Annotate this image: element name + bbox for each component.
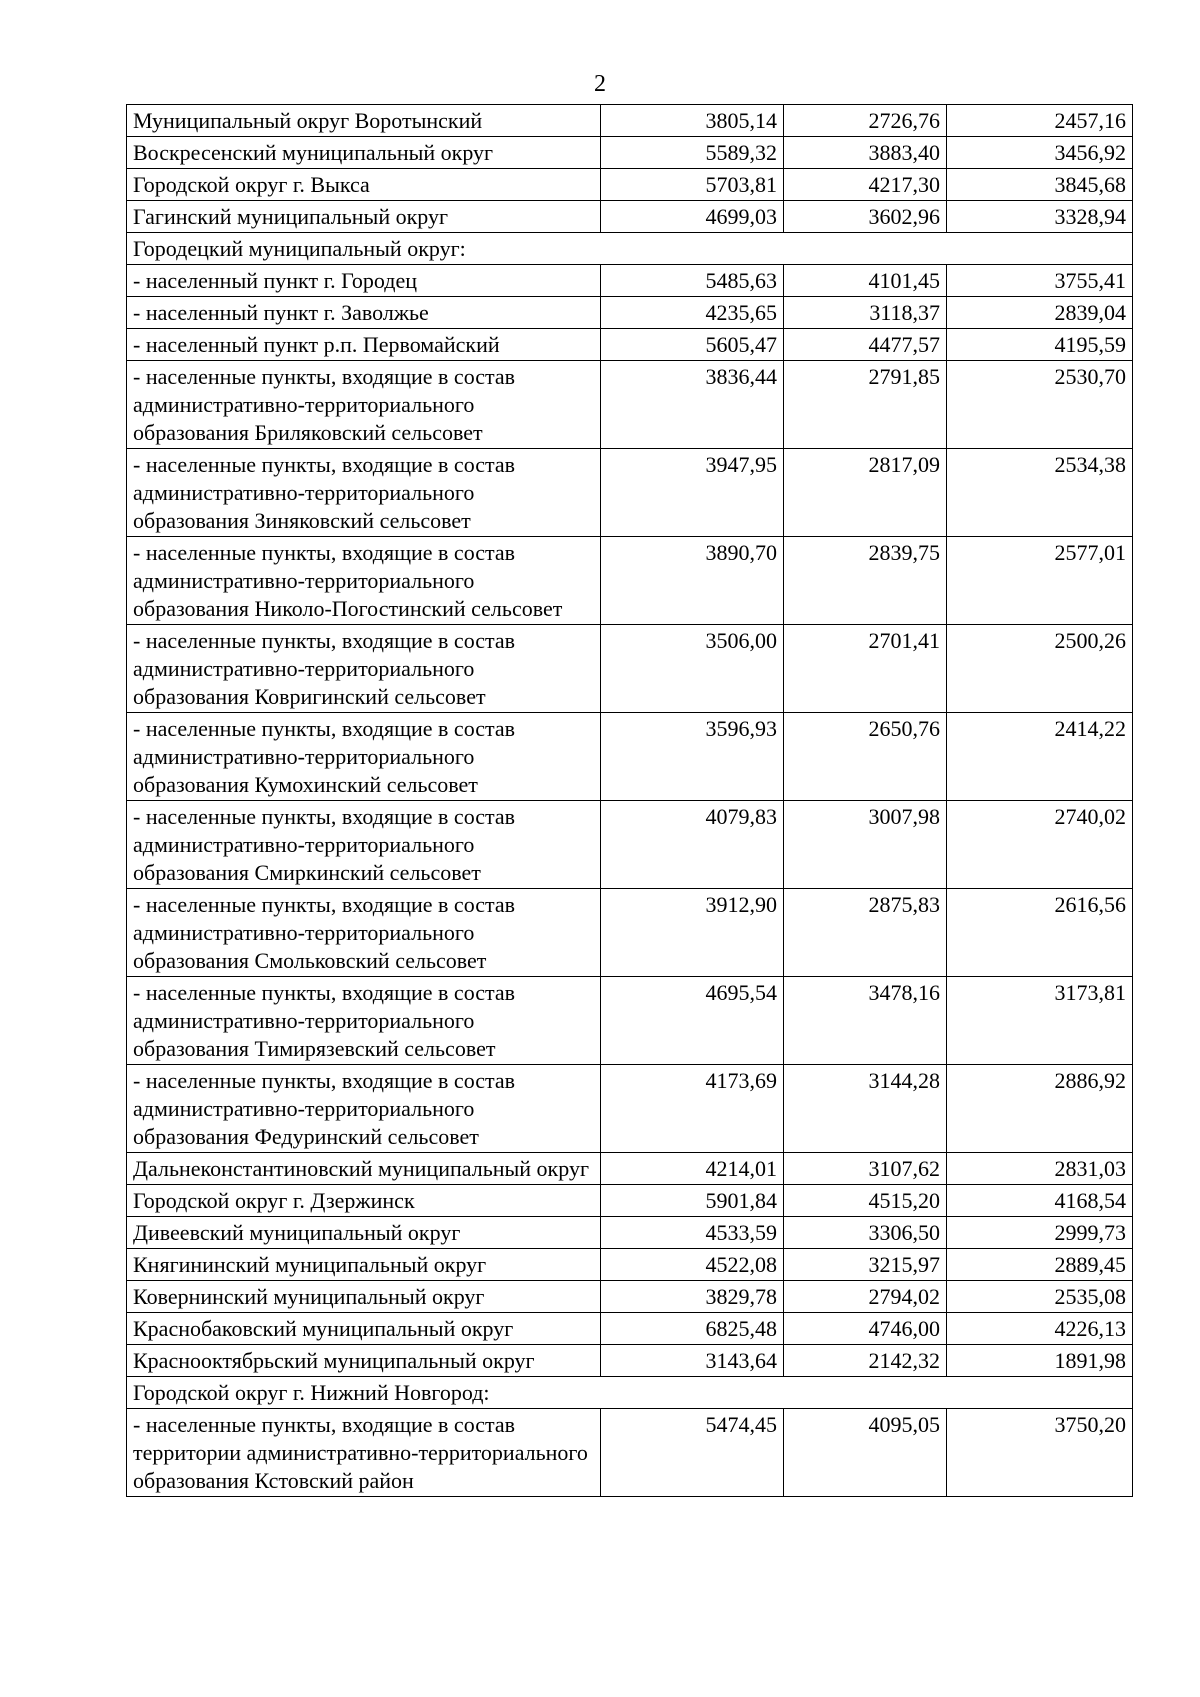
territory-name-cell: - населенные пункты, входящие в состав административно-территориального образования Зиняковский сельсовет bbox=[127, 449, 601, 537]
value-cell-2: 4746,00 bbox=[784, 1313, 947, 1345]
value-cell-2: 3478,16 bbox=[784, 977, 947, 1065]
territory-name-cell: Гагинский муниципальный округ bbox=[127, 201, 601, 233]
value-cell-1: 4522,08 bbox=[601, 1249, 784, 1281]
value-cell-2: 3883,40 bbox=[784, 137, 947, 169]
table-row bbox=[127, 977, 1133, 1065]
territory-name-cell: Воскресенский муниципальный округ bbox=[127, 137, 601, 169]
value-cell-2: 2791,85 bbox=[784, 361, 947, 449]
value-cell-2: 3306,50 bbox=[784, 1217, 947, 1249]
territory-name-cell: - населенный пункт г. Городец bbox=[127, 265, 601, 297]
value-cell-1: 4173,69 bbox=[601, 1065, 784, 1153]
value-cell-2: 2817,09 bbox=[784, 449, 947, 537]
table-row bbox=[127, 1065, 1133, 1153]
territory-name-cell: - населенные пункты, входящие в состав административно-территориального образования Николо-Погостинский сельсовет bbox=[127, 537, 601, 625]
value-cell-2: 2701,41 bbox=[784, 625, 947, 713]
value-cell-3: 2535,08 bbox=[947, 1281, 1133, 1313]
page-number: 2 bbox=[594, 71, 606, 97]
value-cell-2: 4515,20 bbox=[784, 1185, 947, 1217]
territory-name-cell: Дальнеконстантиновский муниципальный округ bbox=[127, 1153, 601, 1185]
tariff-table bbox=[126, 104, 1133, 1497]
value-cell-3: 1891,98 bbox=[947, 1345, 1133, 1377]
territory-name-cell: - населенный пункт р.п. Первомайский bbox=[127, 329, 601, 361]
value-cell-2: 2794,02 bbox=[784, 1281, 947, 1313]
value-cell-3: 3328,94 bbox=[947, 201, 1133, 233]
value-cell-1: 4695,54 bbox=[601, 977, 784, 1065]
value-cell-1: 4235,65 bbox=[601, 297, 784, 329]
territory-name-cell: Городской округ г. Дзержинск bbox=[127, 1185, 601, 1217]
value-cell-1: 3836,44 bbox=[601, 361, 784, 449]
table-body bbox=[127, 105, 1133, 1497]
value-cell-2: 3215,97 bbox=[784, 1249, 947, 1281]
territory-name-cell: - населенные пункты, входящие в состав административно-территориального образования Смиркинский сельсовет bbox=[127, 801, 601, 889]
value-cell-2: 4217,30 bbox=[784, 169, 947, 201]
value-cell-2: 2142,32 bbox=[784, 1345, 947, 1377]
table-row bbox=[127, 105, 1133, 137]
table-row bbox=[127, 537, 1133, 625]
value-cell-3: 2831,03 bbox=[947, 1153, 1133, 1185]
value-cell-3: 4226,13 bbox=[947, 1313, 1133, 1345]
value-cell-3: 3750,20 bbox=[947, 1409, 1133, 1497]
value-cell-1: 5474,45 bbox=[601, 1409, 784, 1497]
value-cell-2: 2726,76 bbox=[784, 105, 947, 137]
value-cell-3: 4168,54 bbox=[947, 1185, 1133, 1217]
territory-name-cell: Краснооктябрьский муниципальный округ bbox=[127, 1345, 601, 1377]
table-row bbox=[127, 297, 1133, 329]
value-cell-3: 3456,92 bbox=[947, 137, 1133, 169]
group-heading: Городской округ г. Нижний Новгород: bbox=[127, 1377, 1133, 1409]
value-cell-3: 2414,22 bbox=[947, 713, 1133, 801]
group-heading: Городецкий муниципальный округ: bbox=[127, 233, 1133, 265]
table-row bbox=[127, 137, 1133, 169]
territory-name-cell: Княгининский муниципальный округ bbox=[127, 1249, 601, 1281]
value-cell-1: 5901,84 bbox=[601, 1185, 784, 1217]
territory-name-cell: - населенный пункт г. Заволжье bbox=[127, 297, 601, 329]
value-cell-2: 3602,96 bbox=[784, 201, 947, 233]
value-cell-3: 2616,56 bbox=[947, 889, 1133, 977]
value-cell-1: 3890,70 bbox=[601, 537, 784, 625]
territory-name-cell: - населенные пункты, входящие в состав административно-территориального образования Бриляковский сельсовет bbox=[127, 361, 601, 449]
value-cell-3: 3845,68 bbox=[947, 169, 1133, 201]
value-cell-2: 3118,37 bbox=[784, 297, 947, 329]
value-cell-3: 2740,02 bbox=[947, 801, 1133, 889]
value-cell-1: 3829,78 bbox=[601, 1281, 784, 1313]
table-row bbox=[127, 1409, 1133, 1497]
value-cell-1: 4699,03 bbox=[601, 201, 784, 233]
value-cell-3: 2999,73 bbox=[947, 1217, 1133, 1249]
value-cell-2: 4101,45 bbox=[784, 265, 947, 297]
value-cell-3: 2577,01 bbox=[947, 537, 1133, 625]
table-row bbox=[127, 361, 1133, 449]
table-row bbox=[127, 1249, 1133, 1281]
value-cell-3: 2530,70 bbox=[947, 361, 1133, 449]
territory-name-cell: - населенные пункты, входящие в состав территории административно-территориального образования Кстовский район bbox=[127, 1409, 601, 1497]
table-group-row bbox=[127, 233, 1133, 265]
value-cell-1: 4214,01 bbox=[601, 1153, 784, 1185]
territory-name-cell: - населенные пункты, входящие в состав административно-территориального образования Федуринский сельсовет bbox=[127, 1065, 601, 1153]
value-cell-2: 4095,05 bbox=[784, 1409, 947, 1497]
territory-name-cell: Ковернинский муниципальный округ bbox=[127, 1281, 601, 1313]
value-cell-3: 2534,38 bbox=[947, 449, 1133, 537]
value-cell-1: 4533,59 bbox=[601, 1217, 784, 1249]
value-cell-1: 5485,63 bbox=[601, 265, 784, 297]
table-row bbox=[127, 201, 1133, 233]
value-cell-3: 4195,59 bbox=[947, 329, 1133, 361]
table-row bbox=[127, 1185, 1133, 1217]
table-row bbox=[127, 449, 1133, 537]
table-row bbox=[127, 329, 1133, 361]
table-row bbox=[127, 713, 1133, 801]
value-cell-1: 6825,48 bbox=[601, 1313, 784, 1345]
value-cell-1: 4079,83 bbox=[601, 801, 784, 889]
table-row bbox=[127, 1217, 1133, 1249]
value-cell-3: 2457,16 bbox=[947, 105, 1133, 137]
value-cell-1: 3805,14 bbox=[601, 105, 784, 137]
table-row bbox=[127, 1281, 1133, 1313]
value-cell-2: 3007,98 bbox=[784, 801, 947, 889]
territory-name-cell: - населенные пункты, входящие в состав административно-территориального образования Кумохинский сельсовет bbox=[127, 713, 601, 801]
table-row bbox=[127, 889, 1133, 977]
table-group-row bbox=[127, 1377, 1133, 1409]
value-cell-3: 2889,45 bbox=[947, 1249, 1133, 1281]
value-cell-3: 3173,81 bbox=[947, 977, 1133, 1065]
value-cell-3: 2886,92 bbox=[947, 1065, 1133, 1153]
territory-name-cell: Дивеевский муниципальный округ bbox=[127, 1217, 601, 1249]
value-cell-1: 5589,32 bbox=[601, 137, 784, 169]
value-cell-3: 2500,26 bbox=[947, 625, 1133, 713]
territory-name-cell: - населенные пункты, входящие в состав административно-территориального образования Тимирязевский сельсовет bbox=[127, 977, 601, 1065]
table-row bbox=[127, 1313, 1133, 1345]
value-cell-1: 3506,00 bbox=[601, 625, 784, 713]
value-cell-2: 4477,57 bbox=[784, 329, 947, 361]
territory-name-cell: Городской округ г. Выкса bbox=[127, 169, 601, 201]
value-cell-1: 3596,93 bbox=[601, 713, 784, 801]
table-row bbox=[127, 1345, 1133, 1377]
territory-name-cell: - населенные пункты, входящие в состав административно-территориального образования Смольковский сельсовет bbox=[127, 889, 601, 977]
territory-name-cell: Муниципальный округ Воротынский bbox=[127, 105, 601, 137]
value-cell-2: 2650,76 bbox=[784, 713, 947, 801]
value-cell-1: 5605,47 bbox=[601, 329, 784, 361]
value-cell-1: 3143,64 bbox=[601, 1345, 784, 1377]
territory-name-cell: Краснобаковский муниципальный округ bbox=[127, 1313, 601, 1345]
table-row bbox=[127, 625, 1133, 713]
table-row bbox=[127, 265, 1133, 297]
value-cell-1: 3947,95 bbox=[601, 449, 784, 537]
table-row bbox=[127, 1153, 1133, 1185]
value-cell-2: 2875,83 bbox=[784, 889, 947, 977]
territory-name-cell: - населенные пункты, входящие в состав административно-территориального образования Ковригинский сельсовет bbox=[127, 625, 601, 713]
table-row bbox=[127, 169, 1133, 201]
value-cell-2: 3144,28 bbox=[784, 1065, 947, 1153]
value-cell-1: 5703,81 bbox=[601, 169, 784, 201]
value-cell-3: 3755,41 bbox=[947, 265, 1133, 297]
value-cell-2: 3107,62 bbox=[784, 1153, 947, 1185]
value-cell-2: 2839,75 bbox=[784, 537, 947, 625]
value-cell-3: 2839,04 bbox=[947, 297, 1133, 329]
value-cell-1: 3912,90 bbox=[601, 889, 784, 977]
table-row bbox=[127, 801, 1133, 889]
